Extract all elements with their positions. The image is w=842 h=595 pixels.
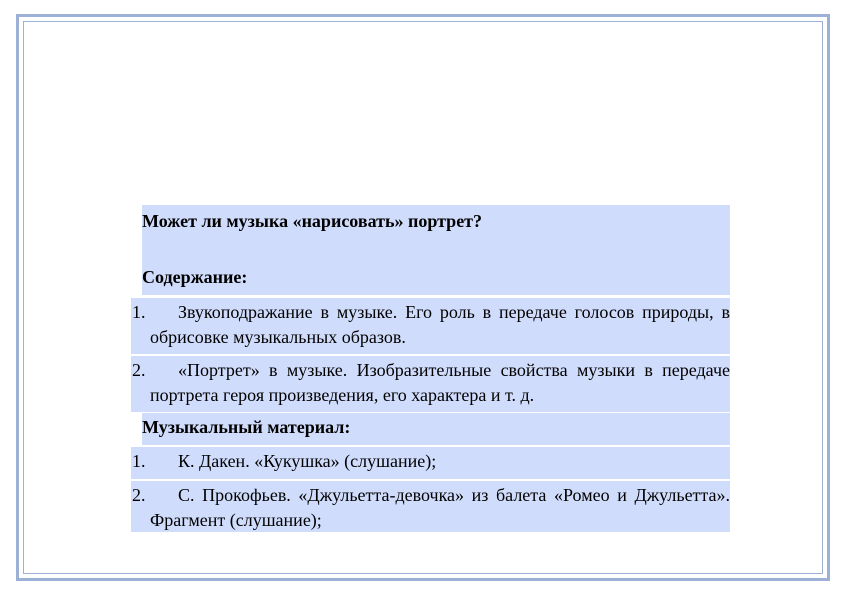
- lesson-title: Может ли музыка «нарисовать» портрет?: [142, 205, 730, 267]
- material-heading: Музыкальный материал:: [142, 413, 730, 445]
- item-number: 1.: [132, 302, 146, 322]
- content-item: [131, 356, 730, 412]
- content-item: [131, 298, 730, 354]
- item-number: 2.: [132, 485, 146, 505]
- item-number: 1.: [132, 451, 146, 471]
- item-text: Звукоподражание в музыке. Его роль в передаче голосов природы, в обрисовке музыкальных образов.: [150, 302, 730, 347]
- item-text: С. Прокофьев. «Джульетта-девочка» из балета «Ромео и Джульетта». Фрагмент (слушание);: [150, 485, 730, 530]
- material-item: [131, 481, 730, 532]
- item-text: «Портрет» в музыке. Изобразительные свойства музыки в передаче портрета героя произведения, его характера и т. д.: [150, 360, 730, 405]
- item-number: 2.: [132, 360, 146, 380]
- content-heading: Содержание:: [142, 263, 730, 295]
- material-item: [131, 447, 730, 479]
- item-text: К. Дакен. «Кукушка» (слушание);: [178, 451, 437, 471]
